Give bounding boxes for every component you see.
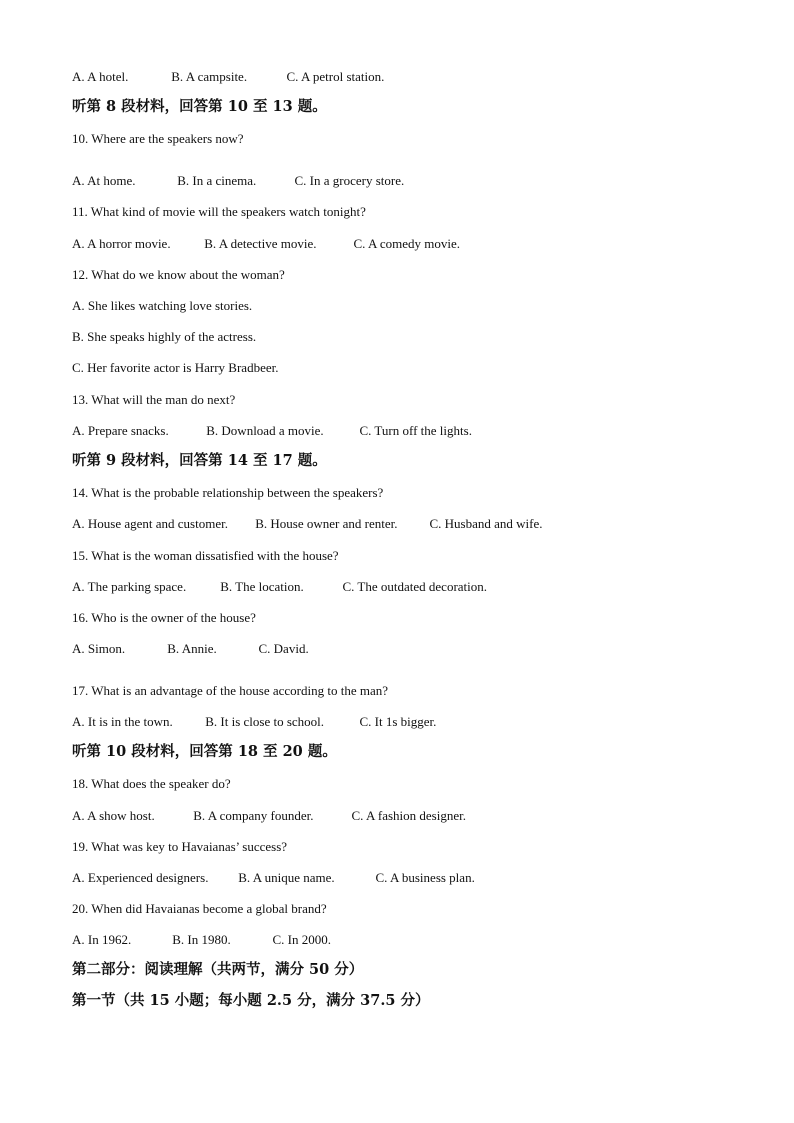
option-b: B. It is close to school. [205, 714, 325, 729]
option-line: B. She speaks highly of the actress. [72, 329, 257, 344]
option-b: B. In 1980. [172, 932, 231, 947]
question: 20. When did Havaianas become a global brand? [72, 901, 327, 916]
question: 12. What do we know about the woman? [72, 267, 285, 282]
section-heading: 第一节（共 15 小题；每小题 2.5 分，满分 37.5 分） [72, 992, 430, 1009]
section-heading: 听第 8 段材料，回答第 10 至 13 题。 [72, 98, 327, 115]
question: 13. What will the man do next? [72, 392, 236, 407]
options-line [72, 579, 487, 595]
option-c: C. Turn off the lights. [359, 423, 472, 438]
question: 16. Who is the owner of the house? [72, 610, 256, 625]
option-a: A. House agent and customer. [72, 516, 228, 531]
option-c: C. A business plan. [375, 870, 475, 885]
question: 14. What is the probable relationship between the speakers? [72, 485, 384, 500]
option-b: B. House owner and renter. [255, 516, 398, 531]
options-line [72, 808, 466, 824]
option-c: C. In 2000. [272, 932, 331, 947]
option-a: A. It is in the town. [72, 714, 173, 729]
option-a: A. A horror movie. [72, 236, 171, 251]
question: 18. What does the speaker do? [72, 776, 231, 791]
options-line [72, 516, 543, 532]
option-b: B. Download a movie. [206, 423, 324, 438]
options-line [72, 69, 384, 85]
question: 19. What was key to Havaianas’ success? [72, 839, 288, 854]
question: 17. What is an advantage of the house according to the man? [72, 683, 388, 698]
option-c: C. A comedy movie. [353, 236, 461, 251]
option-c: C. Husband and wife. [429, 516, 543, 531]
options-line [72, 423, 472, 439]
option-line: A. She likes watching love stories. [72, 298, 253, 313]
option-a: A. In 1962. [72, 932, 132, 947]
option-line: C. Her favorite actor is Harry Bradbeer. [72, 360, 279, 375]
options-line [72, 641, 309, 657]
option-c: C. A petrol station. [286, 69, 385, 84]
option-a: A. A hotel. [72, 69, 129, 84]
option-c: C. In a grocery store. [294, 173, 405, 188]
option-b: B. The location. [220, 579, 304, 594]
option-b: B. Annie. [167, 641, 217, 656]
section-heading: 听第 9 段材料，回答第 14 至 17 题。 [72, 452, 327, 469]
option-a: A. A show host. [72, 808, 155, 823]
question: 11. What kind of movie will the speakers watch tonight? [72, 204, 366, 219]
options-line [72, 173, 404, 189]
question: 10. Where are the speakers now? [72, 131, 244, 146]
options-line [72, 932, 331, 948]
options-line [72, 236, 460, 252]
section-heading: 听第 10 段材料，回答第 18 至 20 题。 [72, 743, 337, 760]
part-heading: 第二部分：阅读理解（共两节，满分 50 分） [72, 961, 364, 978]
option-a: A. Prepare snacks. [72, 423, 169, 438]
option-a: A. At home. [72, 173, 136, 188]
option-a: A. Experienced designers. [72, 870, 209, 885]
option-b: B. A detective movie. [204, 236, 317, 251]
option-a: A. The parking space. [72, 579, 187, 594]
option-a: A. Simon. [72, 641, 126, 656]
question: 15. What is the woman dissatisfied with the house? [72, 548, 339, 563]
option-b: B. A unique name. [238, 870, 335, 885]
options-line [72, 714, 436, 730]
option-c: C. It 1s bigger. [359, 714, 437, 729]
option-b: B. A company founder. [193, 808, 314, 823]
option-b: B. A campsite. [171, 69, 248, 84]
option-b: B. In a cinema. [177, 173, 257, 188]
option-c: C. David. [258, 641, 309, 656]
options-line [72, 870, 475, 886]
option-c: C. The outdated decoration. [342, 579, 488, 594]
option-c: C. A fashion designer. [351, 808, 466, 823]
